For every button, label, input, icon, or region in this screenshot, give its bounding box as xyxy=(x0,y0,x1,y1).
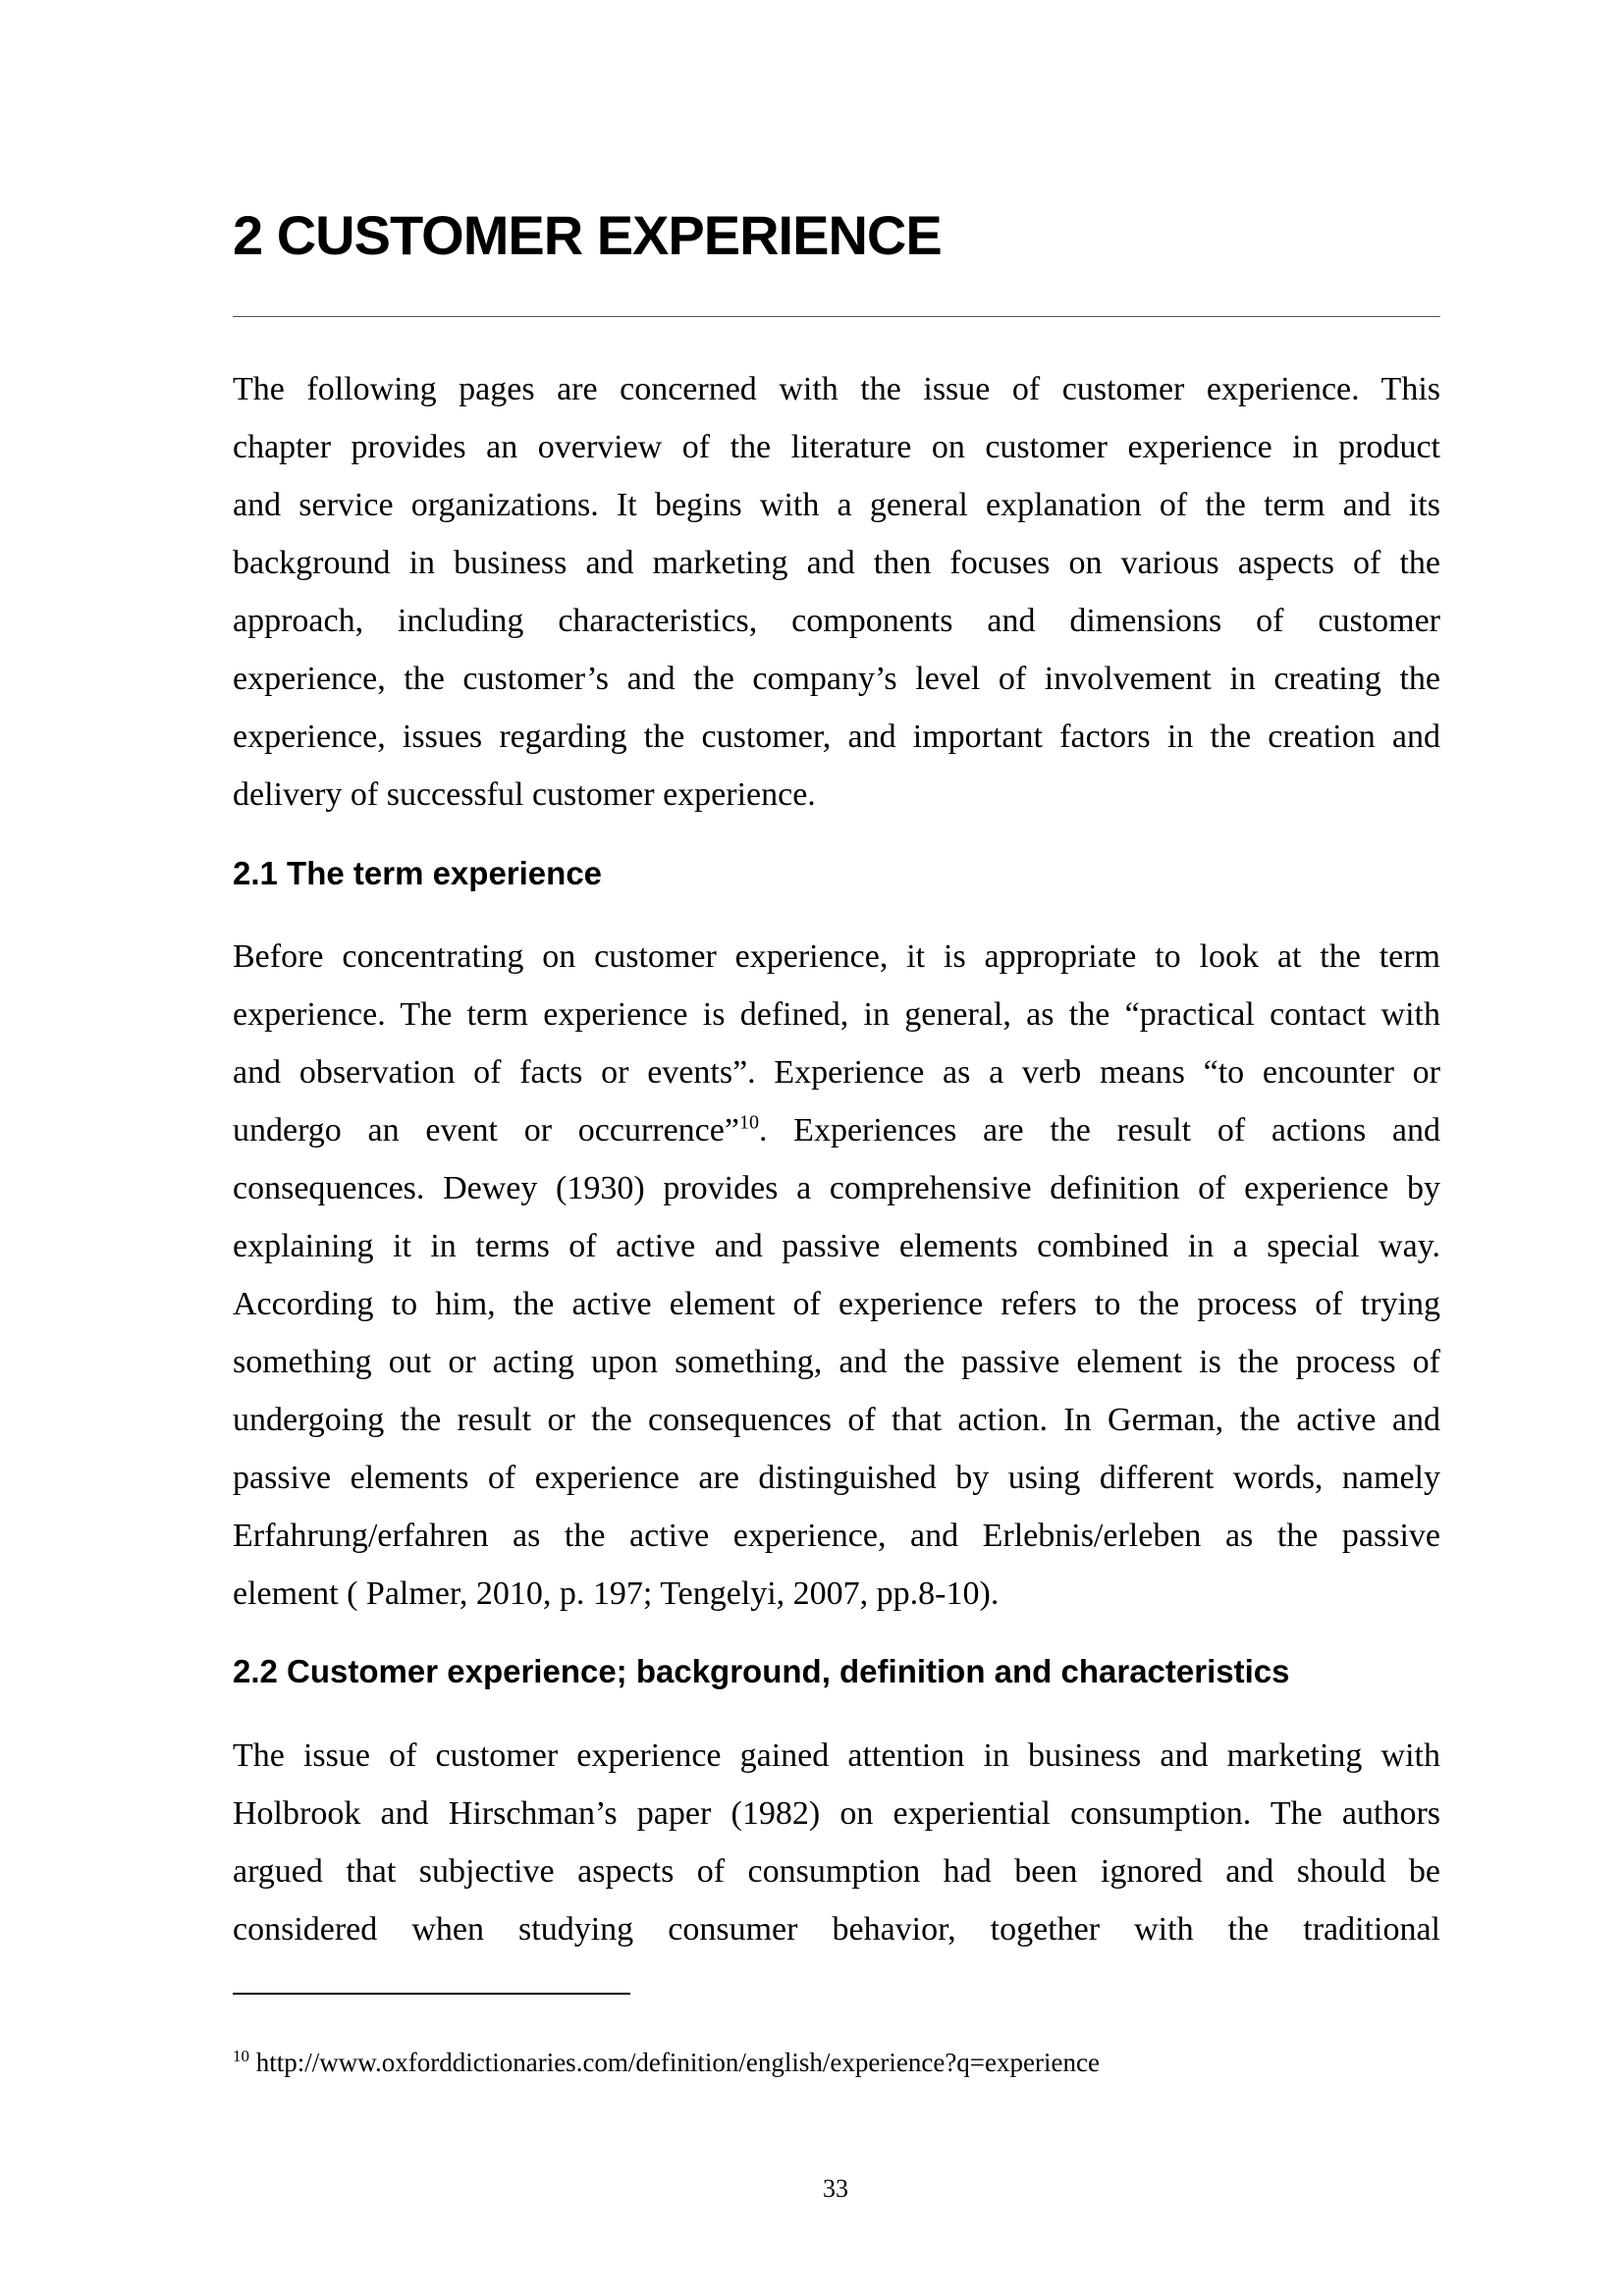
text-line: Before concentrating on customer experience, it is appropriate to look at the term xyxy=(233,938,1440,975)
text-line: consequences. Dewey (1930) provides a comprehensive definition of experience by xyxy=(233,1170,1440,1206)
text-segment: undergo an event or occurrence” xyxy=(233,1112,739,1148)
text-line: approach, including characteristics, components and dimensions of customer xyxy=(233,603,1440,639)
text-line: experience, issues regarding the customer, and important factors in the creation and xyxy=(233,719,1440,755)
text-line: chapter provides an overview of the literature on customer experience in product xyxy=(233,429,1440,465)
section-heading-2-2: 2.2 Customer experience; background, definition and characteristics xyxy=(233,1653,1290,1689)
page-number: 33 xyxy=(823,2174,848,2203)
text-line: background in business and marketing and then focuses on various aspects of the xyxy=(233,545,1440,581)
text-line: and service organizations. It begins with a general explanation of the term and its xyxy=(233,487,1440,523)
text-line: According to him, the active element of experience refers to the process of trying xyxy=(233,1286,1440,1322)
text-line: Erfahrung/erfahren as the active experience, and Erlebnis/erleben as the passive xyxy=(233,1518,1440,1554)
text-line: considered when studying consumer behavior, together with the traditional xyxy=(233,1911,1440,1948)
chapter-title: 2 CUSTOMER EXPERIENCE xyxy=(233,204,942,266)
footnote-number: 10 xyxy=(233,2047,249,2065)
text-line: undergoing the result or the consequences of that action. In German, the active and xyxy=(233,1402,1440,1438)
text-line: argued that subjective aspects of consumption had been ignored and should be xyxy=(233,1853,1440,1890)
title-divider xyxy=(233,316,1440,317)
intro-paragraph xyxy=(233,360,1440,824)
text-line: passive elements of experience are distinguished by using different words, namely xyxy=(233,1460,1440,1496)
text-line: explaining it in terms of active and passive elements combined in a special way. xyxy=(233,1228,1440,1264)
text-line: something out or acting upon something, and the passive element is the process of xyxy=(233,1344,1440,1380)
footnote xyxy=(233,2044,1440,2081)
text-line: experience, the customer’s and the company’s level of involvement in creating the xyxy=(233,661,1440,697)
section-2-1-paragraph xyxy=(233,928,1440,1623)
text-line: Holbrook and Hirschman’s paper (1982) on experiential consumption. The authors xyxy=(233,1795,1440,1832)
footnote-reference[interactable]: 10 xyxy=(738,1111,759,1134)
text-line: experience. The term experience is defined, in general, as the “practical contact with xyxy=(233,996,1440,1033)
section-heading-2-1: 2.1 The term experience xyxy=(233,855,603,891)
section-2-2-paragraph xyxy=(233,1727,1440,1958)
text-line: The following pages are concerned with the issue of customer experience. This xyxy=(233,371,1440,407)
text-segment: . Experiences are the result of actions and xyxy=(758,1112,1440,1148)
text-line: delivery of successful customer experience. xyxy=(233,776,816,813)
text-line: element ( Palmer, 2010, p. 197; Tengelyi, 2007, pp.8-10). xyxy=(233,1575,1000,1612)
footnote-link[interactable]: http://www.oxforddictionaries.com/definition/english/experience?q=experience xyxy=(249,2048,1100,2077)
text-line: and observation of facts or events”. Experience as a verb means “to encounter or xyxy=(233,1054,1440,1091)
footnote-separator xyxy=(233,1993,630,1995)
text-line xyxy=(233,1101,1440,1159)
text-line: The issue of customer experience gained attention in business and marketing with xyxy=(233,1737,1440,1774)
